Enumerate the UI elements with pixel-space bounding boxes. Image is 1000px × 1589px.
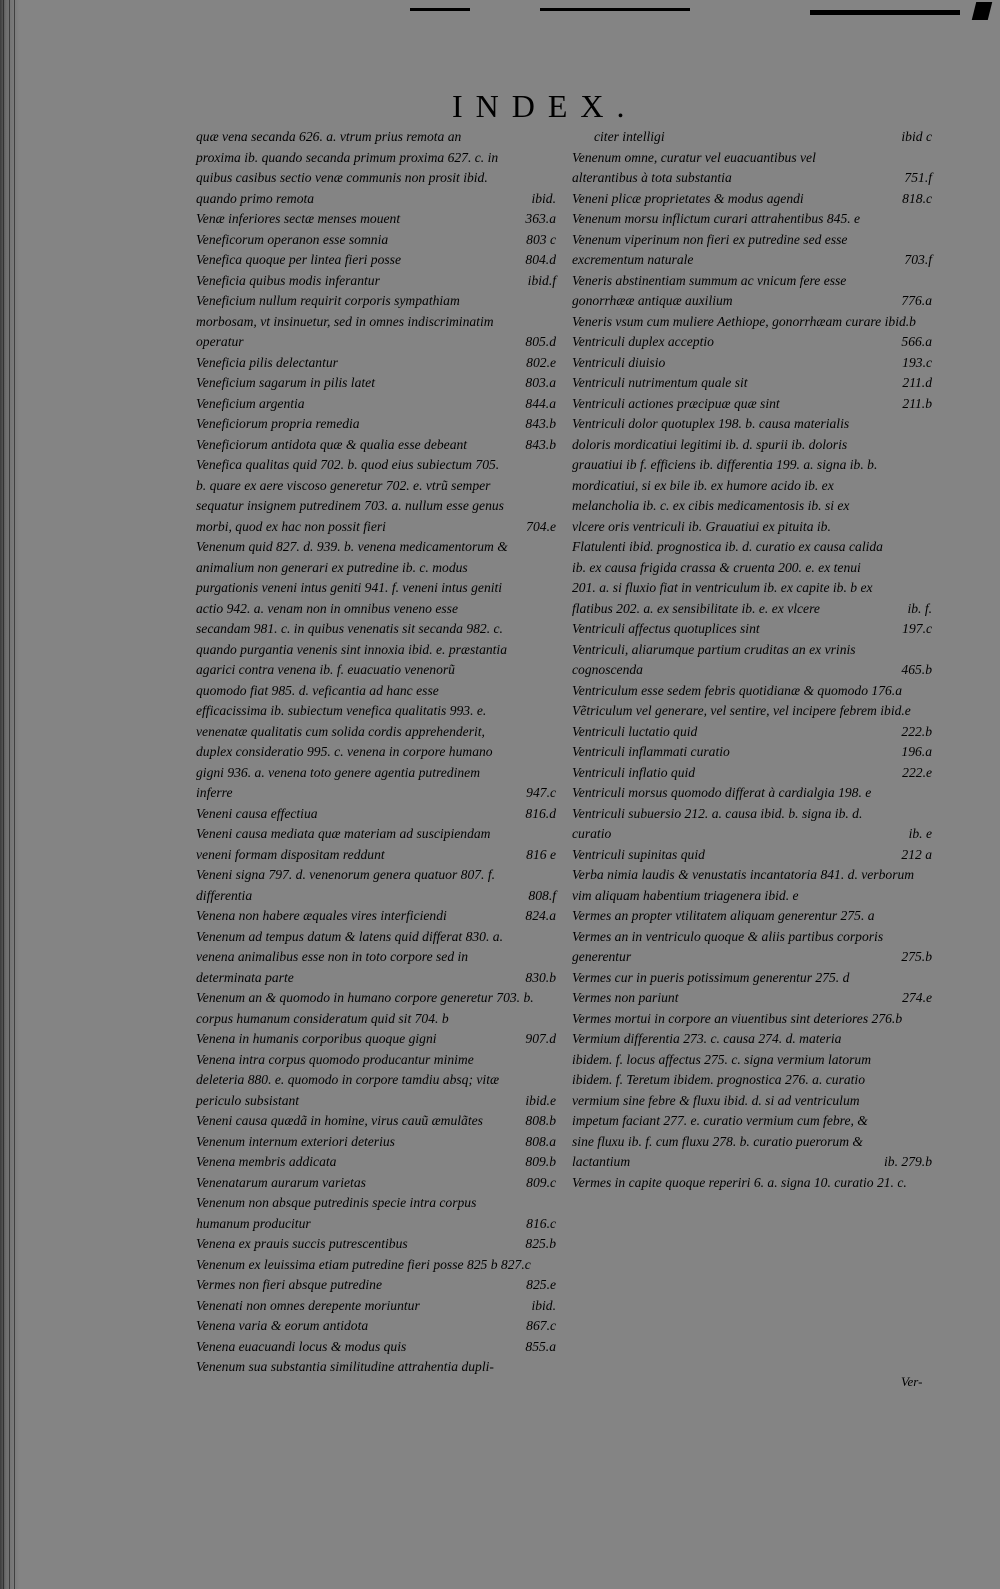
entry-text: Ventriculi actiones præcipuæ quæ sint: [572, 395, 780, 411]
entry-text: Venefica qualitas quid 702. b. quod eius subiectum 705. b. quare ex aere viscoso generetur 702. e. vtrũ semper sequatur insignem putredinem 703. a. nullum esse genus morbi, quod ex hac non possit fieri: [196, 457, 504, 534]
entry-page-ref: 808.b: [525, 1113, 556, 1128]
entry-text: Veneni plicæ proprietates & modus agendi: [572, 190, 804, 206]
entry-text: Venenum viperinum non fieri ex putredine sed esse excrementum naturale: [572, 231, 848, 267]
index-entry: [196, 455, 556, 537]
index-entry: [196, 250, 556, 271]
entry-page-ref: 947.c: [526, 785, 556, 800]
scan-mark: [540, 8, 690, 11]
index-entry: [572, 1009, 932, 1030]
scan-mark: [972, 2, 992, 20]
entry-text: Venenum ad tempus datum & latens quid differat 830. a. venena animalibus esse non in toto corpore sed in determinata parte: [196, 928, 503, 985]
entry-page-ref: 818.c: [902, 190, 932, 206]
entry-text: Veneficium sagarum in pilis latet: [196, 375, 375, 390]
entry-text: Ventriculi supinitas quid: [572, 846, 705, 862]
index-entry: [572, 845, 932, 866]
index-entry: [572, 312, 932, 333]
index-entry: [572, 968, 932, 989]
entry-page-ref: 804.d: [525, 252, 556, 267]
index-entry: [572, 722, 932, 743]
entry-page-ref: 844.a: [525, 395, 556, 411]
index-entry: [196, 824, 556, 865]
entry-page-ref: 825.b: [525, 1236, 556, 1251]
entry-text: Ventriculi, aliarumque partium cruditas an ex vrinis cognoscenda: [572, 641, 856, 677]
entry-text: Veneficium argentia: [196, 395, 305, 411]
entry-text: Venena euacuandi locus & modus quis: [196, 1338, 407, 1354]
entry-text: Ventriculi nutrimentum quale sit: [572, 375, 748, 390]
entry-page-ref: 825.e: [526, 1277, 556, 1292]
entry-text: Veneficium nullum requirit corporis sympathiam morbosam, vt insinuetur, sed in omnes indiscriminatim operatur: [196, 293, 494, 349]
index-entry: [572, 414, 932, 619]
index-entry: [572, 742, 932, 763]
entry-text: Veneficia pilis delectantur: [196, 354, 338, 370]
index-entry: [572, 373, 932, 394]
entry-page-ref: 808.a: [525, 1133, 556, 1149]
entry-page-ref: 808.f: [528, 887, 556, 903]
entry-text: Venena intra corpus quomodo producantur minime deleteria 880. e. quomodo in corpore tamdiu absq; vitæ periculo subsistant: [196, 1051, 500, 1108]
entry-page-ref: ibid.: [531, 190, 556, 206]
entry-text: Veneni signa 797. d. venenorum genera quatuor 807. f. differentia: [196, 867, 496, 903]
index-entry: [572, 332, 932, 353]
index-entry: [196, 1357, 556, 1378]
index-entry: [572, 1173, 932, 1194]
index-entry: [196, 127, 556, 209]
gutter-line: [3, 0, 4, 1589]
index-entry: [572, 619, 932, 640]
entry-page-ref: 809.b: [525, 1154, 556, 1169]
entry-page-ref: 867.c: [526, 1318, 556, 1333]
entry-page-ref: 830.b: [525, 969, 556, 985]
index-entry: [572, 763, 932, 784]
entry-text: Veneni causa effectiua: [196, 805, 318, 821]
index-entry: [196, 1193, 556, 1234]
entry-page-ref: 843.b: [525, 436, 556, 452]
entry-page-ref: 363.a: [525, 211, 556, 226]
entry-page-ref: 802.e: [526, 354, 556, 370]
entry-page-ref: 193.c: [902, 354, 932, 370]
index-entry: [196, 373, 556, 394]
entry-page-ref: 816 e: [526, 846, 556, 862]
entry-text: Vermes an propter vtilitatem aliquam generentur 275. a: [572, 908, 875, 923]
entry-page-ref: 843.b: [525, 416, 556, 431]
entry-page-ref: 704.e: [526, 518, 556, 534]
index-entry: [572, 701, 932, 722]
entry-text: Veneficiorum antidota quæ & qualia esse debeant: [196, 436, 468, 452]
entry-page-ref: 197.c: [902, 621, 932, 636]
entry-page-ref: 803 c: [526, 231, 556, 247]
entry-page-ref: 751.f: [904, 170, 932, 185]
index-entry: [196, 209, 556, 230]
index-entry: [572, 640, 932, 681]
entry-text: Venenum omne, curatur vel euacuantibus vel alterantibus à tota substantia: [572, 149, 816, 185]
left-column: [196, 127, 556, 1378]
index-entry: [572, 209, 932, 230]
index-entry: [196, 1255, 556, 1276]
index-entry: [196, 353, 556, 374]
entry-text: Ventriculi luctatio quid: [572, 723, 698, 739]
entry-text: Ventriculi inflatio quid: [572, 764, 696, 780]
index-entry: [196, 1152, 556, 1173]
entry-page-ref: 222.e: [902, 764, 932, 780]
entry-text: Veneficiorum propria remedia: [196, 416, 360, 431]
index-entry: [196, 927, 556, 989]
entry-text: Venena in humanis corporibus quoque gigni: [196, 1031, 437, 1046]
entry-text: Venena membris addicata: [196, 1154, 337, 1169]
entry-page-ref: 805.d: [525, 334, 556, 349]
entry-page-ref: ib. 279.b: [884, 1154, 932, 1169]
entry-page-ref: 222.b: [901, 723, 932, 739]
entry-page-ref: ibid.f: [527, 272, 556, 288]
index-entry: [196, 906, 556, 927]
entry-page-ref: ibid.: [531, 1297, 556, 1313]
entry-page-ref: 566.a: [901, 334, 932, 349]
index-entry: [196, 1316, 556, 1337]
entry-page-ref: 776.a: [901, 293, 932, 308]
page-header: INDEX.: [452, 88, 638, 124]
entry-page-ref: ib. f.: [907, 600, 932, 616]
entry-text: Vẽtriculum vel generare, vel sentire, vel incipere febrem ibid.e: [572, 703, 911, 718]
entry-page-ref: 824.a: [525, 908, 556, 923]
entry-page-ref: 211.b: [902, 395, 932, 411]
index-entry: [196, 291, 556, 353]
entry-text: Ventriculi inflammati curatio: [572, 744, 730, 759]
entry-text: Verba nimia laudis & venustatis incantatoria 841. d. verborum vim aliquam habentium triagenera ibid. e: [572, 867, 915, 903]
index-entry: [196, 1111, 556, 1132]
index-entry: [196, 414, 556, 435]
index-entry: [196, 1275, 556, 1296]
index-entry: [196, 230, 556, 251]
entry-page-ref: ibid c: [901, 129, 932, 144]
entry-page-ref: 212 a: [901, 846, 932, 862]
entry-text: Venena varia & eorum antidota: [196, 1318, 369, 1333]
entry-text: Veneni causa quædã in homine, virus cauũ æmulãtes: [196, 1113, 483, 1128]
entry-text: Venenum ex leuissima etiam putredine fieri posse 825 b 827.c: [196, 1256, 531, 1272]
entry-text: Venenum quid 827. d. 939. b. venena medicamentorum & animalium non generari ex putredine ib. c. modus purgationis veneni intus geniti 941. f. veneni intus geniti actio 942. a. venam non in omnibus veneno esse secandam 981. c. in quibus venenatis sit secanda 982. c. quando purgantia venenis sint innoxia ibid. e. præstantia agarici contra venena ib. f. euacuatio venenorũ quomodo fiat 985. d. veficantia ad hanc esse efficacissima ib. subiectum venefica qualitatis 993. e. venenatæ qualitatis cum solida cordis apprehenderit, duplex consideratio 995. c. venena in corpore humano gigni 936. a. venena toto genere agentia putredinem inferre: [196, 539, 508, 800]
entry-text: Ventriculi diuisio: [572, 354, 666, 370]
index-entry: [572, 148, 932, 189]
entry-text: Venenum morsu inflictum curari attrahentibus 845. e: [572, 211, 861, 226]
entry-page-ref: 274.e: [902, 990, 932, 1005]
index-entry: [196, 271, 556, 292]
entry-page-ref: 275.b: [901, 949, 932, 964]
entry-text: Veneris abstinentiam summum ac vnicum fere esse gonorrhææ antiquæ auxilium: [572, 272, 847, 308]
entry-text: Veneris vsum cum muliere Aethiope, gonorrhæam curare ibid.b: [572, 313, 916, 329]
index-entry: [572, 906, 932, 927]
index-entry: [196, 435, 556, 456]
entry-page-ref: 465.b: [901, 662, 932, 677]
index-entry: [196, 1234, 556, 1255]
index-entry: [572, 865, 932, 906]
entry-page-ref: 196.a: [901, 744, 932, 759]
index-entry: [572, 804, 932, 845]
entry-text: Vermes mortui in corpore an viuentibus sint deteriores 276.b: [572, 1010, 903, 1026]
index-entry: [196, 1173, 556, 1194]
index-entry: [572, 681, 932, 702]
index-entry: [196, 1029, 556, 1050]
scan-mark: [810, 10, 960, 15]
entry-text: Venæ inferiores sectæ menses mouent: [196, 211, 401, 226]
entry-text: Veneni causa mediata quæ materiam ad suscipiendam veneni formam dispositam reddunt: [196, 826, 491, 862]
entry-text: Veneficia quibus modis inferantur: [196, 272, 380, 288]
index-entry: [572, 353, 932, 374]
catchword: Ver-: [901, 1374, 923, 1389]
entry-text: Vermes an in ventriculo quoque & aliis partibus corporis generentur: [572, 928, 884, 964]
index-entry: [196, 1132, 556, 1153]
entry-text: Venenati non omnes derepente moriuntur: [196, 1297, 420, 1313]
index-entry: [196, 865, 556, 906]
entry-text: Ventriculum esse sedem febris quotidianæ & quomodo 176.a: [572, 682, 902, 698]
entry-text: Vermes non fieri absque putredine: [196, 1277, 383, 1292]
index-entry: [196, 1337, 556, 1358]
index-entry: [196, 988, 556, 1029]
entry-text: Venenum internum exteriori deterius: [196, 1133, 395, 1149]
entry-text: Venena ex prauis succis putrescentibus: [196, 1236, 408, 1251]
entry-page-ref: 803.a: [525, 375, 556, 390]
entry-text: Venenum non absque putredinis specie intra corpus humanum producitur: [196, 1195, 477, 1231]
gutter-line: [9, 0, 10, 1589]
entry-page-ref: 703.f: [904, 252, 932, 267]
index-entry: [572, 927, 932, 968]
entry-text: Venefica quoque per lintea fieri posse: [196, 252, 401, 267]
entry-text: Vermes cur in pueris potissimum generentur 275. d: [572, 969, 850, 985]
entry-page-ref: 816.d: [525, 805, 556, 821]
entry-page-ref: ibid.e: [525, 1092, 556, 1108]
entry-text: Vermes non pariunt: [572, 990, 679, 1005]
index-entry: [572, 230, 932, 271]
index-entry: [572, 394, 932, 415]
entry-text: quæ vena secanda 626. a. vtrum prius remota an proxima ib. quando secanda primum proxima 627. c. in quibus casibus sectio venæ communis non prosit ibid. quando primo remota: [196, 129, 499, 206]
index-entry: [572, 189, 932, 210]
index-entry: [572, 1029, 932, 1173]
entry-text: Venenatarum aurarum varietas: [196, 1174, 366, 1190]
index-entry: [196, 1050, 556, 1112]
entry-page-ref: 907.d: [525, 1031, 556, 1046]
entry-text: citer intelligi: [594, 129, 665, 144]
scan-mark: [410, 8, 470, 11]
entry-text: Venena non habere æquales vires interficiendi: [196, 908, 447, 923]
gutter-line: [14, 0, 15, 1589]
index-entry: [572, 988, 932, 1009]
right-column: [572, 127, 932, 1193]
binding-gutter: [0, 0, 20, 1589]
entry-page-ref: 809.c: [526, 1174, 556, 1190]
entry-text: Ventriculi dolor quotuplex 198. b. causa materialis doloris mordicatiui legitimi ib. d. spurii ib. doloris grauatiui ib f. efficiens ib. differentia 199. a. signa ib. b. mordicatiui, si ex bile ib. ex humore acido ib. ex melancholia ib. c. ex cibis medicamentosis ib. si ex vlcere oris ventriculi ib. Grauatiui ex pituita ib. Flatulenti ibid. prognostica ib. d. curatio ex causa calida ib. ex causa frigida crassa & cruenta 200. e. ex tenui 201. a. si fluxio fiat in ventriculum ib. ex capite ib. b ex flatibus 202. a. ex sensibilitate ib. e. ex vlcere: [572, 416, 883, 616]
index-entry: [196, 1296, 556, 1317]
entry-text: Vermium differentia 273. c. causa 274. d. materia ibidem. f. locus affectus 275. c. signa vermium latorum ibidem. f. Teretum ibidem. prognostica 276. a. curatio vermium sine febre & fluxu ibid. d. si ad ventriculum impetum faciant 277. e. curatio vermium cum febre, & sine fluxu ib. f. cum fluxu 278. b. curatio puerorum & lactantium: [572, 1031, 872, 1169]
entry-page-ref: 816.c: [526, 1215, 556, 1231]
index-entry: [572, 271, 932, 312]
entry-text: Ventriculi subuersio 212. a. causa ibid. b. signa ib. d. curatio: [572, 805, 863, 841]
entry-text: Ventriculi affectus quotuplices sint: [572, 621, 760, 636]
entry-text: Ventriculi morsus quomodo differat à cardialgia 198. e: [572, 785, 872, 800]
entry-text: Venenum an & quomodo in humano corpore generetur 703. b. corpus humanum consideratum quid sit 704. b: [196, 990, 534, 1026]
index-entry: [196, 537, 556, 804]
index-entry: [196, 804, 556, 825]
index-entry: [572, 127, 932, 148]
entry-text: Vermes in capite quoque reperiri 6. a. signa 10. curatio 21. c.: [572, 1174, 907, 1190]
index-entry: [196, 394, 556, 415]
entry-page-ref: 855.a: [525, 1338, 556, 1354]
entry-text: Ventriculi duplex acceptio: [572, 334, 714, 349]
entry-text: Venenum sua substantia similitudine attrahentia dupli-: [196, 1359, 494, 1374]
index-entry: [572, 783, 932, 804]
entry-page-ref: 211.d: [902, 375, 932, 390]
entry-text: Veneficorum operanon esse somnia: [196, 231, 389, 247]
entry-page-ref: ib. e: [908, 826, 932, 841]
